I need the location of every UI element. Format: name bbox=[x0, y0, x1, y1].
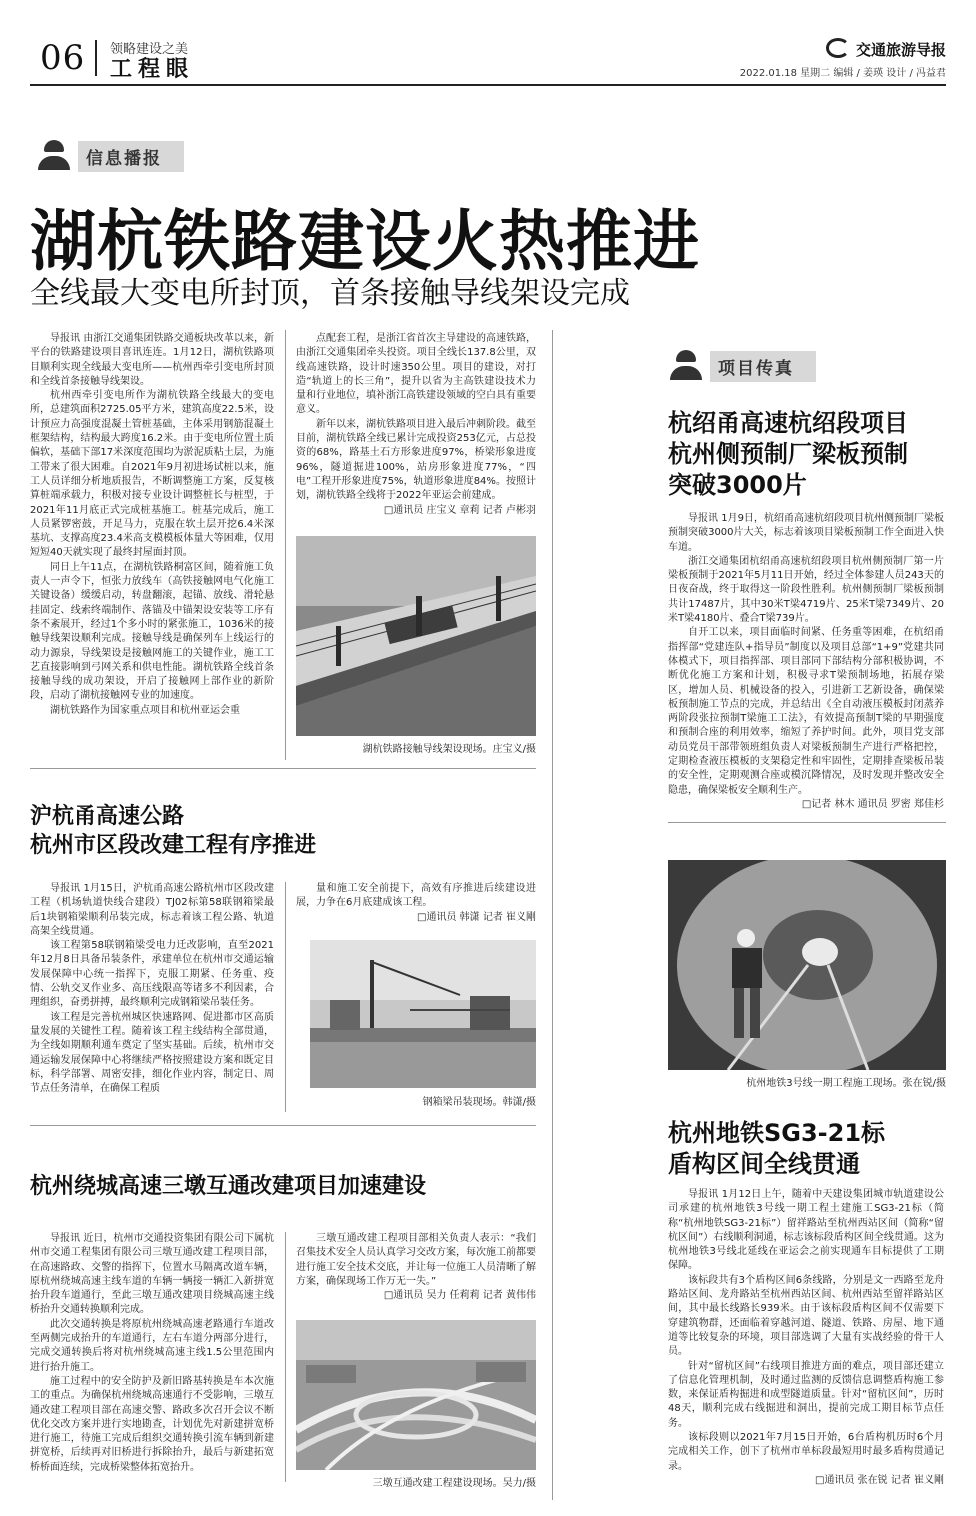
project-tag-label: 项目传真 bbox=[710, 351, 816, 382]
worker-icon bbox=[668, 348, 704, 384]
article5-byline: □通讯员 张在锐 记者 崔义剛 bbox=[815, 1474, 944, 1486]
article2-col2: 量和施工安全前提下，高效有序推进后续建设进展，力争在6月底建成该工程。 □通讯员 韩潇 记者 崔义剛 bbox=[296, 882, 536, 925]
newspaper-logo: 交通旅游导报 bbox=[826, 38, 946, 60]
article-divider bbox=[30, 768, 536, 769]
date-line: 2022.01.18 星期二 编辑 / 姜瑛 设计 / 冯益君 bbox=[739, 68, 946, 79]
photo-interchange bbox=[296, 1320, 536, 1470]
article3-byline: □通讯员 吴力 任莉莉 记者 黄伟伟 bbox=[383, 1290, 536, 1302]
article4-byline: □记者 林木 通讯员 罗密 郑佳杉 bbox=[801, 798, 944, 810]
photo-railway-wire bbox=[296, 536, 536, 736]
project-tag bbox=[668, 348, 816, 384]
header-rule bbox=[30, 84, 946, 86]
main-subheadline: 全线最大变电所封顶，首条接触导线架设完成 bbox=[30, 276, 630, 311]
article2-photo-caption: 钢箱梁吊装现场。韩潇/摄 bbox=[422, 1097, 536, 1108]
column-rule bbox=[285, 1232, 286, 1482]
header-divider bbox=[95, 40, 97, 76]
main-photo-caption: 湖杭铁路接触导线架设现场。庄宝义/摄 bbox=[362, 744, 536, 755]
photo-metro-tunnel bbox=[668, 860, 946, 1070]
article-divider bbox=[30, 1125, 536, 1126]
article2-col1: 导报讯 1月15日，沪杭甬高速公路杭州市区段改建工程（机场轨道快线合建段）TJ02标第58联钢箱梁最后1块钢箱梁顺利吊装完成，标志着该工程公路、轨道高架全线贯通。 该工程第58联钢箱梁受电力迁改影响，直至2021年12月8日具备吊装条件，承建单位在杭州市交通运输发展保障中心统一指挥下，克服工期紧、任务重、疫情、公轨交叉作业多、高压线限高等诸多不利因素，合理组织，奋勇拼搏，最终顺利完成钢箱梁吊装任务。 该工程是完善杭州城区快速路网、促进都市区高质量发展的关键性工程。随着该工程主线结构全部贯通，为全线如期顺利通车奠定了坚实基础。后续，杭州市交通运输发展保障中心将继续严格按照建设方案和既定目标，科学部署、周密安排，细化作业内容，制定日、周节点任务清单，在确保工程质 bbox=[30, 883, 274, 1095]
logo-icon bbox=[826, 38, 850, 58]
article3-col1: 导报讯 近日，杭州市交通投资集团有限公司下属杭州市交通工程集团有限公司三墩互通改建工程项目部，在高速路政、交警的指挥下，位置水马隔离改道车辆，原杭州绕城高速主线车道的车辆一辆接一辆汇入新拼宽抬升段车道通行，至此三墩互通改建项目绕城高速主线桥抬升交通转换顺利完成。 此次交通转换是将原杭州绕城高速老路通行车道改至两侧完成抬升的车道通行，左右车道分两部分进行，完成交通转换后将对杭州绕城高速主线1.5公里范围内进行抬升施工。 施工过程中的安全防护及新旧路基转换是车本次施工的重点。为确保杭州绕城高速通行不受影响，三墩互通改建工程项目部在高速交警、路政多次召开会议不断优化交改方案并进行实地勘查，计划优先对新建拼宽桥进行施工，待施工完成后组织交通转换引流车辆到新建拼宽桥，后续再对旧桥进行拆除抬升，最后与新建拓宽桥桥面连续，完成桥梁整体拓宽抬升。 bbox=[30, 1233, 274, 1473]
column-rule bbox=[285, 882, 286, 1112]
column-rule bbox=[552, 330, 553, 1500]
article5-title: 杭州地铁SG3-21标 盾构区间全线贯通 bbox=[668, 1119, 886, 1178]
page-number: 06 bbox=[40, 38, 86, 78]
article2-title: 沪杭甬高速公路 杭州市区段改建工程有序推进 bbox=[30, 804, 317, 858]
article5-body: 导报讯 1月12日上午，随着中天建设集团城市轨道建设公司承建的杭州地铁3号线一期工程土建施工SG3-21标（简称“杭州地铁SG3-21标”）留祥路站至杭州西站区间（简称“留杭区间”）右线顺利洞通，标志该标段盾构区间全线贯通。这为杭州地铁3号线北延线在亚运会之前实现通车目标提供了工期保障。 该标段共有3个盾构区间6条线路，分别是文一西路至龙舟路站区间、龙舟路站至杭州西站区间、杭州西站至留祥路站区间，其中最长线路长939米。由于该标段盾构区间不仅需要下穿建筑物群，还面临着穿越河道、隧道、铁路、房屋、地下通道等比较复杂的环境，项目部选调了大量有实战经验的骨干人员。 针对“留杭区间”右线项目推进方面的难点，项目部还建立了信息化管理机制，及时通过监测的反馈信息调整盾构施工参数，来保证盾构掘进和成型隧道质量。针对“留杭区间”，历时48天，顺利完成右线掘进和洞出，提前完成工期目标节点任务。 该标段则以2021年7月15日开始，6台盾构机历时6个月完成相关工作，创下了杭州市单标段最短用时最多盾构贯通记录。 □通讯员 张在锐 记者 崔义剛 bbox=[668, 1188, 944, 1488]
info-tag bbox=[36, 138, 184, 174]
article4-title: 杭绍甬高速杭绍段项目 杭州侧预制厂梁板预制 突破3000片 bbox=[668, 409, 908, 499]
worker-icon bbox=[36, 138, 72, 174]
main-headline: 湖杭铁路建设火热推进 bbox=[30, 203, 700, 280]
article3-title: 杭州绕城高速三墩互通改建项目加速建设 bbox=[30, 1174, 427, 1199]
info-tag-label: 信息播报 bbox=[78, 141, 184, 172]
column-rule bbox=[285, 330, 286, 760]
article5-photo-caption: 杭州地铁3号线一期工程施工现场。张在锐/摄 bbox=[746, 1078, 946, 1089]
article2-byline: □通讯员 韩潇 记者 崔义剛 bbox=[417, 911, 536, 923]
article3-photo-caption: 三墩互通改建工程建设现场。吴力/摄 bbox=[372, 1478, 536, 1489]
article3-col2: 三墩互通改建工程项目部相关负责人表示：“我们召集技术安全人员认真学习交改方案，每次施工前都要进行施工安全技术交底，并让每一位施工人员清晰了解方案，确保现场工作万无一失。” □通讯员 吴力 任莉莉 记者 黄伟伟 bbox=[296, 1232, 536, 1303]
photo-steel-girder bbox=[310, 940, 536, 1088]
header-slogan: 领略建设之美 bbox=[110, 42, 189, 57]
section-name: 工程眼 bbox=[110, 57, 195, 82]
article4-body: 导报讯 1月9日，杭绍甬高速杭绍段项目杭州侧预制厂梁板预制突破3000片大关，标志着该项目梁板预制工作全面进入快车道。 浙江交通集团杭绍甬高速杭绍段项目杭州侧预制厂第一片梁板预制于2021年5月11日开始，经过全体参建人员243天的日夜奋战，终于取得这一阶段性胜利。杭州侧预制厂梁板预制共计17487片，其中30米T梁4719片、25米T梁7349片、20米T梁4180片、叠合T梁739片。 自开工以来，项目面临时间紧、任务重等困难，在杭绍甬指挥部“党建连队+指导员”制度以及项目总部“1+9”党建共同体模式下，项目指挥部、项目部同下部结构分部积极协调，不断优化施工方案和计划，积极寻求T梁预制场地，拓展存梁区，增加人员、机械设备的投入，引进新工艺新设备，确保梁板预制施工节点的完成，并总结出《全自动液压模板封闭蒸养两阶段张拉预制T梁施工工法》，有效提高预制T梁的早期强度和预制合座的利用效率，缩短了养护时间。此外，项目党支部动员党员干部带领班组负责人对梁板预制生产进行严格把控，定期检查液压模板的支架稳定性和牢固性，定期排查梁板吊装的安全性，定期观测合座或模沉降情况，及时发现并整改安全隐患，确保梁板安全顺利生产。 □记者 林木 通讯员 罗密 郑佳杉 bbox=[668, 512, 944, 812]
main-article-col2: 点配套工程，是浙江省首次主导建设的高速铁路，由浙江交通集团牵头投资。项目全线长137.8公里，双线高速铁路，设计时速350公里。项目的建设，对打造“轨道上的长三角”，提升以省为主高铁建设技术力量和行业地位，填补浙江高铁建设领域的空白具有重要意义。 新年以来，湖杭铁路项目进入最后冲刺阶段。截至目前，湖杭铁路全线已累计完成投资253亿元，占总投资的68%，路基土石方形象进度97%，桥梁形象进度96%，隧道掘进100%，站房形象进度77%，“四电”工程开形象进度75%，轨道形象进度84%。按照计划，湖杭铁路全线将于2022年亚运会前建成。 □通讯员 庄宝义 章莉 记者 卢彬羽 bbox=[296, 332, 536, 518]
article-divider bbox=[668, 822, 946, 823]
main-article-col1: 导报讯 由浙江交通集团铁路交通板块改革以来，新平台的铁路建设项目喜讯连连。1月12日，湖杭铁路项目顺利实现全线最大变电所——杭州西牵引变电所封顶和全线首条接触导线架设。 杭州西牵引变电所作为湖杭铁路全线最大的变电所，总建筑面积2725.05平方米，建筑高度22.5米，设计预应力高强度混凝土管桩基础，主体采用钢筋混凝土框架结构，结构最大跨度16.2米。由于变电所位置土质偏软，基础下部17米深度范围均为淤泥质粘土层，为施工带来了很大困难。自2021年9月初进场试桩以来，施工人员详细分析地质报告，不断调整施工方案，反复核算桩端承载力，积极对接专业设计调整桩长与桩型，于2021年11月底正式完成桩基施工。桩基完成后，施工人员紧锣密鼓，开足马力，克服在软土层开挖6.4米深基坑、支撑高度23.4米高支模模板体量大等困难，仅用短短40天就实现了最终封屋面封顶。 同日上午11点，在湖杭铁路桐富区间，随着施工负责人一声令下，恒张力放线车（高铁接触网电气化施工关键设备）缓缓启动，转盘翻滚，起锚、放线、滑轮悬挂固定、线索终端制作、落锚及中锚架设安装等工序有条不紊展开，经过1个多小时的紧张施工，1036米的接触导线架设顺利完成。接触导线是确保列车上线运行的动力源泉，导线架设是接触网施工的关键作业，施工工艺直接影响到弓网关系和供电性能。湖杭铁路全线首条接触导线的成功架设，开启了接触网上部作业的新阶段，启动了湖杭接触网专业的加速度。 湖杭铁路作为国家重点项目和杭州亚运会重 bbox=[30, 333, 274, 716]
main-byline: □通讯员 庄宝义 章莉 记者 卢彬羽 bbox=[383, 504, 536, 516]
